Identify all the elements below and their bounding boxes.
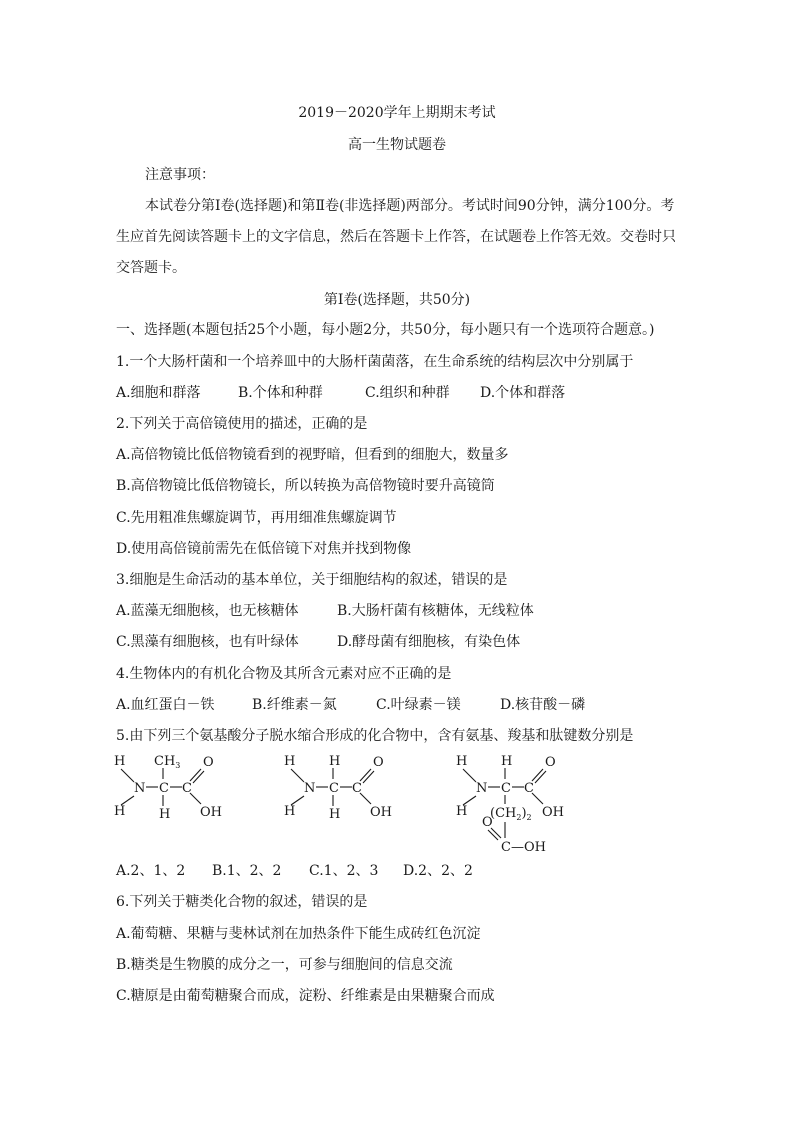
question-6-option-a: A.葡萄糖、果糖与斐林试剂在加热条件下能生成砖红色沉淀 bbox=[116, 926, 481, 942]
question-1-option-d: D.个体和群落 bbox=[480, 385, 566, 401]
atom-h: H bbox=[329, 807, 341, 822]
question-4-option-b: B.纤维素－氮 bbox=[252, 697, 337, 713]
group-ch3: $CH_3$ bbox=[154, 754, 181, 770]
question-2-option-d: D.使用高倍镜前需先在低倍镜下对焦并找到物像 bbox=[116, 541, 412, 557]
question-5-option-c: C.1、2、3 bbox=[309, 863, 379, 879]
notice-line-3: 交答题卡。 bbox=[116, 260, 186, 276]
part1-instruction: 一、选择题(本题包括25个小题，每小题2分，共50分，每小题只有一个选项符合题意。) bbox=[116, 322, 655, 338]
question-6-option-c: C.糖原是由葡萄糖聚合而成，淀粉、纤维素是由果糖聚合而成 bbox=[116, 988, 495, 1004]
atom-o: O bbox=[482, 815, 493, 830]
question-6-stem: 6.下列关于糖类化合物的叙述，错误的是 bbox=[116, 894, 368, 910]
question-3-option-a: A.蓝藻无细胞核，也无核糖体 bbox=[116, 603, 299, 619]
atom-c: C bbox=[329, 781, 339, 796]
atom-o: O bbox=[203, 755, 214, 770]
atom-h: H bbox=[284, 804, 296, 819]
atom-n: N bbox=[134, 781, 146, 796]
atom-o: O bbox=[373, 755, 384, 770]
notice-line-2: 生应首先阅读答题卡上的文字信息，然后在答题卡上作答，在试题卷上作答无效。交卷时只 bbox=[116, 229, 676, 245]
notice-line-1: 本试卷分第Ⅰ卷(选择题)和第Ⅱ卷(非选择题)两部分。考试时间90分钟，满分100分。考 bbox=[145, 198, 675, 214]
exam-subtitle: 高一生物试题卷 bbox=[348, 137, 446, 153]
question-6-option-b: B.糖类是生物膜的成分之一，可参与细胞间的信息交流 bbox=[116, 957, 453, 973]
exam-title: 2019－2020学年上期期末考试 bbox=[298, 105, 496, 121]
group-cooh-tail: C—OH bbox=[501, 840, 546, 855]
question-5-option-b: B.1、2、2 bbox=[212, 863, 282, 879]
group-oh: OH bbox=[542, 805, 564, 820]
question-3-stem: 3.细胞是生命活动的基本单位，关于细胞结构的叙述，错误的是 bbox=[116, 572, 508, 588]
question-1-option-a: A.细胞和群落 bbox=[116, 385, 201, 401]
atom-h: H bbox=[456, 804, 468, 819]
question-2-option-a: A.高倍物镜比低倍物镜看到的视野暗，但看到的细胞大，数量多 bbox=[116, 447, 509, 463]
atom-h: H bbox=[284, 754, 296, 769]
question-1-stem: 1.一个大肠杆菌和一个培养皿中的大肠杆菌菌落，在生命系统的结构层次中分别属于 bbox=[116, 354, 634, 370]
notice-heading: 注意事项： bbox=[145, 167, 215, 183]
atom-h: H bbox=[114, 804, 126, 819]
atom-h: H bbox=[114, 754, 126, 769]
atom-c: C bbox=[501, 781, 511, 796]
question-2-stem: 2.下列关于高倍镜使用的描述，正确的是 bbox=[116, 416, 368, 432]
alanine-structure bbox=[112, 752, 252, 822]
question-5-option-a: A.2、1、2 bbox=[116, 863, 186, 879]
atom-h: H bbox=[329, 754, 341, 769]
question-1-option-c: C.组织和种群 bbox=[365, 385, 450, 401]
atom-h: H bbox=[159, 807, 171, 822]
question-4-option-a: A.血红蛋白－铁 bbox=[116, 697, 215, 713]
group-oh: OH bbox=[200, 805, 222, 820]
group-ch2n: $(CH_2)_2$ bbox=[490, 806, 532, 822]
question-2-option-b: B.高倍物镜比低倍物镜长，所以转换为高倍物镜时要升高镜筒 bbox=[116, 478, 495, 494]
question-5-stem: 5.由下列三个氨基酸分子脱水缩合形成的化合物中，含有氨基、羧基和肽键数分别是 bbox=[116, 728, 634, 744]
atom-c: C bbox=[182, 781, 192, 796]
atom-n: N bbox=[304, 781, 316, 796]
part1-title: 第Ⅰ卷(选择题，共50分) bbox=[323, 292, 471, 308]
atom-n: N bbox=[476, 781, 488, 796]
question-4-option-c: C.叶绿素－镁 bbox=[376, 697, 461, 713]
atom-c: C bbox=[159, 781, 169, 796]
question-3-option-d: D.酵母菌有细胞核，有染色体 bbox=[337, 634, 521, 650]
atom-o: O bbox=[545, 755, 556, 770]
question-5-option-d: D.2、2、2 bbox=[403, 863, 473, 879]
question-3-option-b: B.大肠杆菌有核糖体，无线粒体 bbox=[337, 603, 534, 619]
question-4-stem: 4.生物体内的有机化合物及其所含元素对应不正确的是 bbox=[116, 666, 452, 682]
question-2-option-c: C.先用粗准焦螺旋调节，再用细准焦螺旋调节 bbox=[116, 510, 397, 526]
atom-c: C bbox=[524, 781, 534, 796]
atom-h: H bbox=[456, 754, 468, 769]
atom-h: H bbox=[501, 754, 513, 769]
question-4-option-d: D.核苷酸－磷 bbox=[500, 697, 586, 713]
group-oh: OH bbox=[370, 805, 392, 820]
atom-c: C bbox=[352, 781, 362, 796]
glutamic-acid-structure bbox=[454, 752, 594, 862]
question-3-option-c: C.黑藻有细胞核，也有叶绿体 bbox=[116, 634, 299, 650]
glycine-structure bbox=[282, 752, 422, 822]
question-1-option-b: B.个体和种群 bbox=[238, 385, 323, 401]
